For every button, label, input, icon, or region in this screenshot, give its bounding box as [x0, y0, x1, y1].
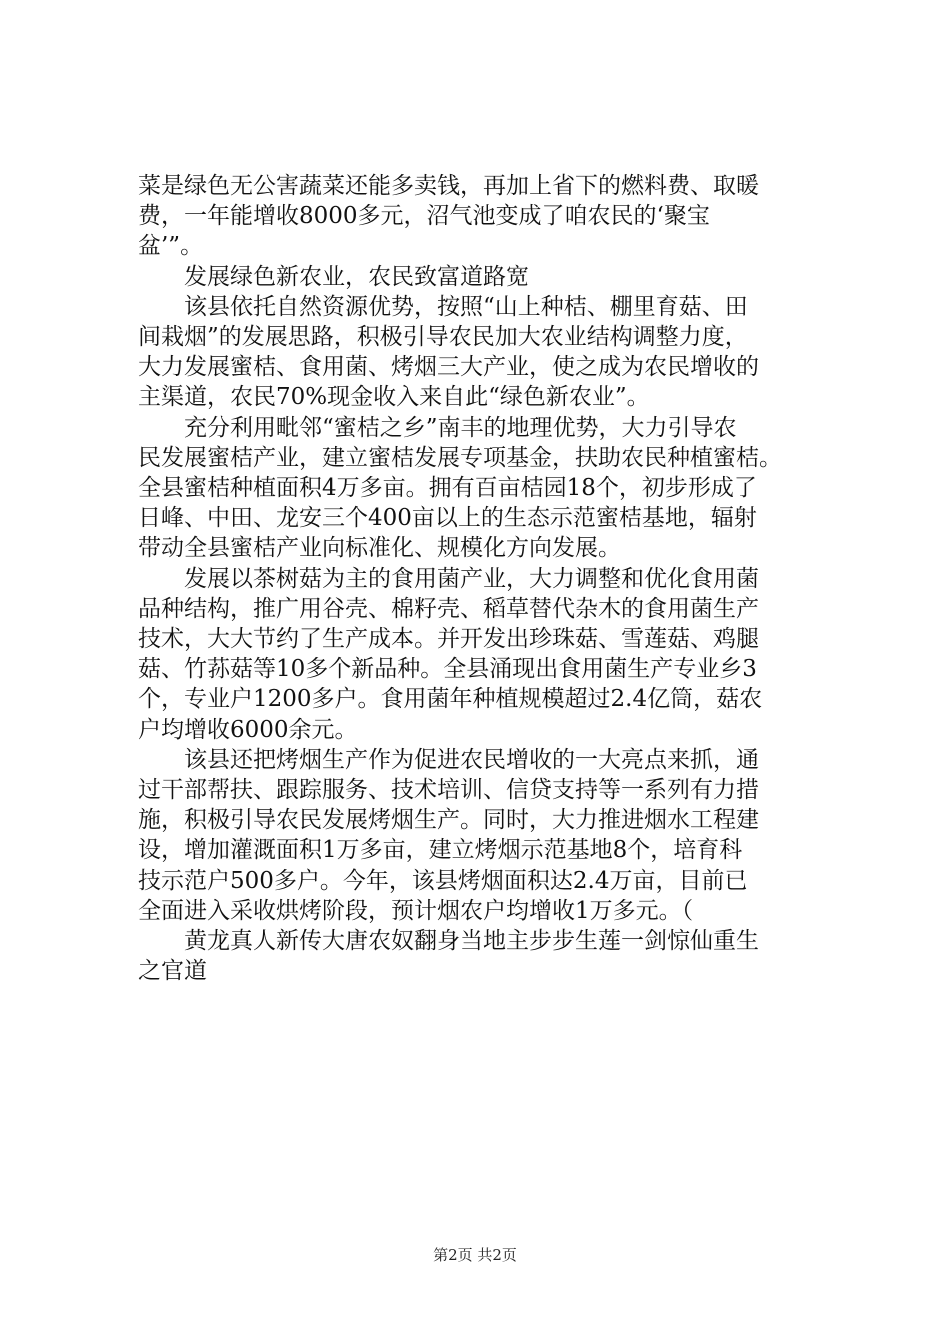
paragraph-development-strategy: 该县依托自然资源优势，按照“山上种桔、棚里育菇、田 间栽烟”的发展思路，积极引导农民加大农业结构调整力度， 大力发展蜜桔、食用菌、烤烟三大产业，使之成为农民增收的 主渠道，农民70%现金收入来自此“绿色新农业”。 [138, 293, 759, 411]
paragraph-edible-fungi-industry: 发展以茶树菇为主的食用菌产业，大力调整和优化食用菌 品种结构，推广用谷壳、棉籽壳、稻草替代杂木的食用菌生产 技术，大大节约了生产成本。并开发出珍珠菇、雪莲菇、鸡腿 菇、竹荪菇等10多个新品种。全县涌现出食用菌生产专业乡3 个，专业户1200多户。食用菌年种植规模超过2.4亿筒，菇农 户均增收6000余元。 [138, 565, 763, 743]
paragraph-mandarin-industry: 充分利用毗邻“蜜桔之乡”南丰的地理优势，大力引导农 民发展蜜桔产业，建立蜜桔发展专项基金，扶助农民种植蜜桔。 全县蜜桔种植面积4万多亩。拥有百亩桔园18个，初步形成了 日峰、中田、龙安三个400亩以上的生态示范蜜桔基地，辐射 带动全县蜜桔产业向标准化、规模化方向发展。 [138, 414, 782, 562]
section-heading-green-agriculture: 发展绿色新农业，农民致富道路宽 [184, 263, 529, 290]
paragraph-tobacco-industry: 该县还把烤烟生产作为促进农民增收的一大亮点来抓，通 过干部帮扶、跟踪服务、技术培训、信贷支持等一系列有力措 施，积极引导农民发展烤烟生产。同时，大力推进烟水工程建 设，增加灌溉面积1万多亩，建立烤烟示范基地8个，培育科 技示范户500多户。今年，该县烤烟面积达2.4万亩，目前已 全面进入采收烘烤阶段，预计烟农户均增收1万多元。（ [138, 746, 759, 924]
paragraph-novel-titles: 黄龙真人新传大唐农奴翻身当地主步步生莲一剑惊仙重生 之官道 [138, 928, 759, 985]
document-body [138, 171, 834, 986]
paragraph-biogas-income: 菜是绿色无公害蔬菜还能多卖钱，再加上省下的燃料费、取暖 费，一年能增收8000多元，沼气池变成了咱农民的‘聚宝 盆’”。 [138, 173, 759, 260]
page-number-footer: 第2页 共2页 [433, 1246, 517, 1264]
